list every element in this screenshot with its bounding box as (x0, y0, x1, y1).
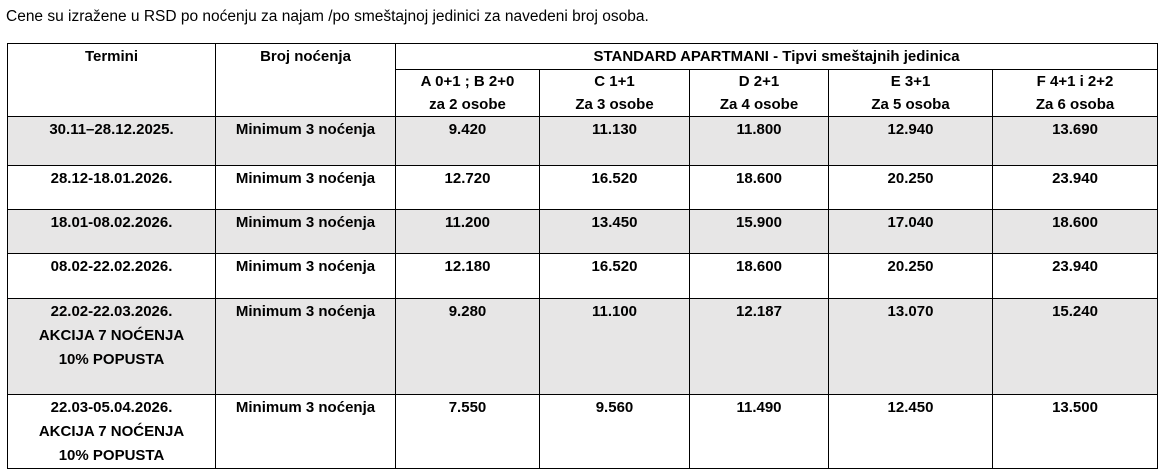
price-cell: 17.040 (829, 210, 993, 254)
price-cell: 9.560 (540, 395, 690, 469)
price-note: Cene su izražene u RSD po noćenju za najam /po smeštajnoj jedinici za navedeni broj osoba. (6, 8, 649, 25)
term-cell (8, 395, 216, 469)
term-discount: 10% POPUSTA (58, 351, 165, 368)
header-unit-group: STANDARD APARTMANI - Tipvi smeštajnih jedinica (396, 44, 1158, 70)
unit-persons: Za 6 osoba (1035, 96, 1115, 113)
price-cell: 12.450 (829, 395, 993, 469)
table-row (8, 395, 1158, 469)
term-promo: AKCIJA 7 NOĆENJA (38, 423, 185, 440)
price-cell: 16.520 (540, 166, 690, 210)
price-cell: 23.940 (993, 166, 1158, 210)
price-cell: 12.720 (396, 166, 540, 210)
price-cell: 18.600 (993, 210, 1158, 254)
nights-cell: Minimum 3 noćenja (216, 299, 396, 395)
header-unit (993, 70, 1158, 117)
unit-persons: Za 5 osoba (871, 96, 950, 113)
price-cell: 12.180 (396, 254, 540, 299)
table-row (8, 166, 1158, 210)
term-date: 22.03-05.04.2026. (50, 399, 173, 416)
term-promo: AKCIJA 7 NOĆENJA (38, 327, 185, 344)
nights-cell: Minimum 3 noćenja (216, 117, 396, 166)
term-date: 18.01-08.02.2026. (50, 214, 173, 231)
price-cell: 7.550 (396, 395, 540, 469)
price-cell: 20.250 (829, 166, 993, 210)
table-row (8, 299, 1158, 395)
nights-cell: Minimum 3 noćenja (216, 166, 396, 210)
header-unit (540, 70, 690, 117)
term-cell (8, 117, 216, 166)
table-row (8, 210, 1158, 254)
price-cell: 13.500 (993, 395, 1158, 469)
term-date: 30.11–28.12.2025. (49, 121, 174, 138)
unit-type: D 2+1 (738, 73, 780, 90)
table-row (8, 117, 1158, 166)
unit-type: C 1+1 (594, 73, 635, 90)
header-unit (829, 70, 993, 117)
price-cell: 11.130 (540, 117, 690, 166)
price-cell: 12.187 (690, 299, 829, 395)
table-row (8, 254, 1158, 299)
term-date: 08.02-22.02.2026. (50, 258, 173, 275)
nights-cell: Minimum 3 noćenja (216, 254, 396, 299)
price-table (7, 43, 1158, 469)
price-cell: 15.900 (690, 210, 829, 254)
price-cell: 9.280 (396, 299, 540, 395)
term-cell (8, 166, 216, 210)
header-row (8, 44, 1158, 70)
term-date: 22.02-22.03.2026. (50, 303, 173, 320)
price-cell: 18.600 (690, 254, 829, 299)
header-unit (690, 70, 829, 117)
price-cell: 11.490 (690, 395, 829, 469)
price-cell: 9.420 (396, 117, 540, 166)
nights-cell: Minimum 3 noćenja (216, 395, 396, 469)
term-date: 28.12-18.01.2026. (50, 170, 173, 187)
price-cell: 20.250 (829, 254, 993, 299)
nights-cell: Minimum 3 noćenja (216, 210, 396, 254)
unit-persons: za 2 osobe (429, 96, 506, 113)
term-cell (8, 254, 216, 299)
unit-type: F 4+1 i 2+2 (1036, 73, 1114, 90)
header-unit (396, 70, 540, 117)
price-cell: 13.070 (829, 299, 993, 395)
price-cell: 11.200 (396, 210, 540, 254)
price-cell: 12.940 (829, 117, 993, 166)
price-cell: 11.800 (690, 117, 829, 166)
price-cell: 23.940 (993, 254, 1158, 299)
price-cell: 11.100 (540, 299, 690, 395)
price-cell: 15.240 (993, 299, 1158, 395)
unit-type: E 3+1 (890, 73, 931, 90)
price-cell: 13.690 (993, 117, 1158, 166)
header-termini: Termini (8, 44, 216, 117)
term-cell (8, 299, 216, 395)
price-cell: 18.600 (690, 166, 829, 210)
term-discount: 10% POPUSTA (58, 447, 165, 464)
unit-persons: Za 3 osobe (575, 96, 654, 113)
price-cell: 13.450 (540, 210, 690, 254)
unit-type: A 0+1 ; B 2+0 (420, 73, 515, 90)
unit-persons: Za 4 osobe (719, 96, 799, 113)
price-cell: 16.520 (540, 254, 690, 299)
header-broj-nocenja: Broj noćenja (216, 44, 396, 117)
term-cell (8, 210, 216, 254)
